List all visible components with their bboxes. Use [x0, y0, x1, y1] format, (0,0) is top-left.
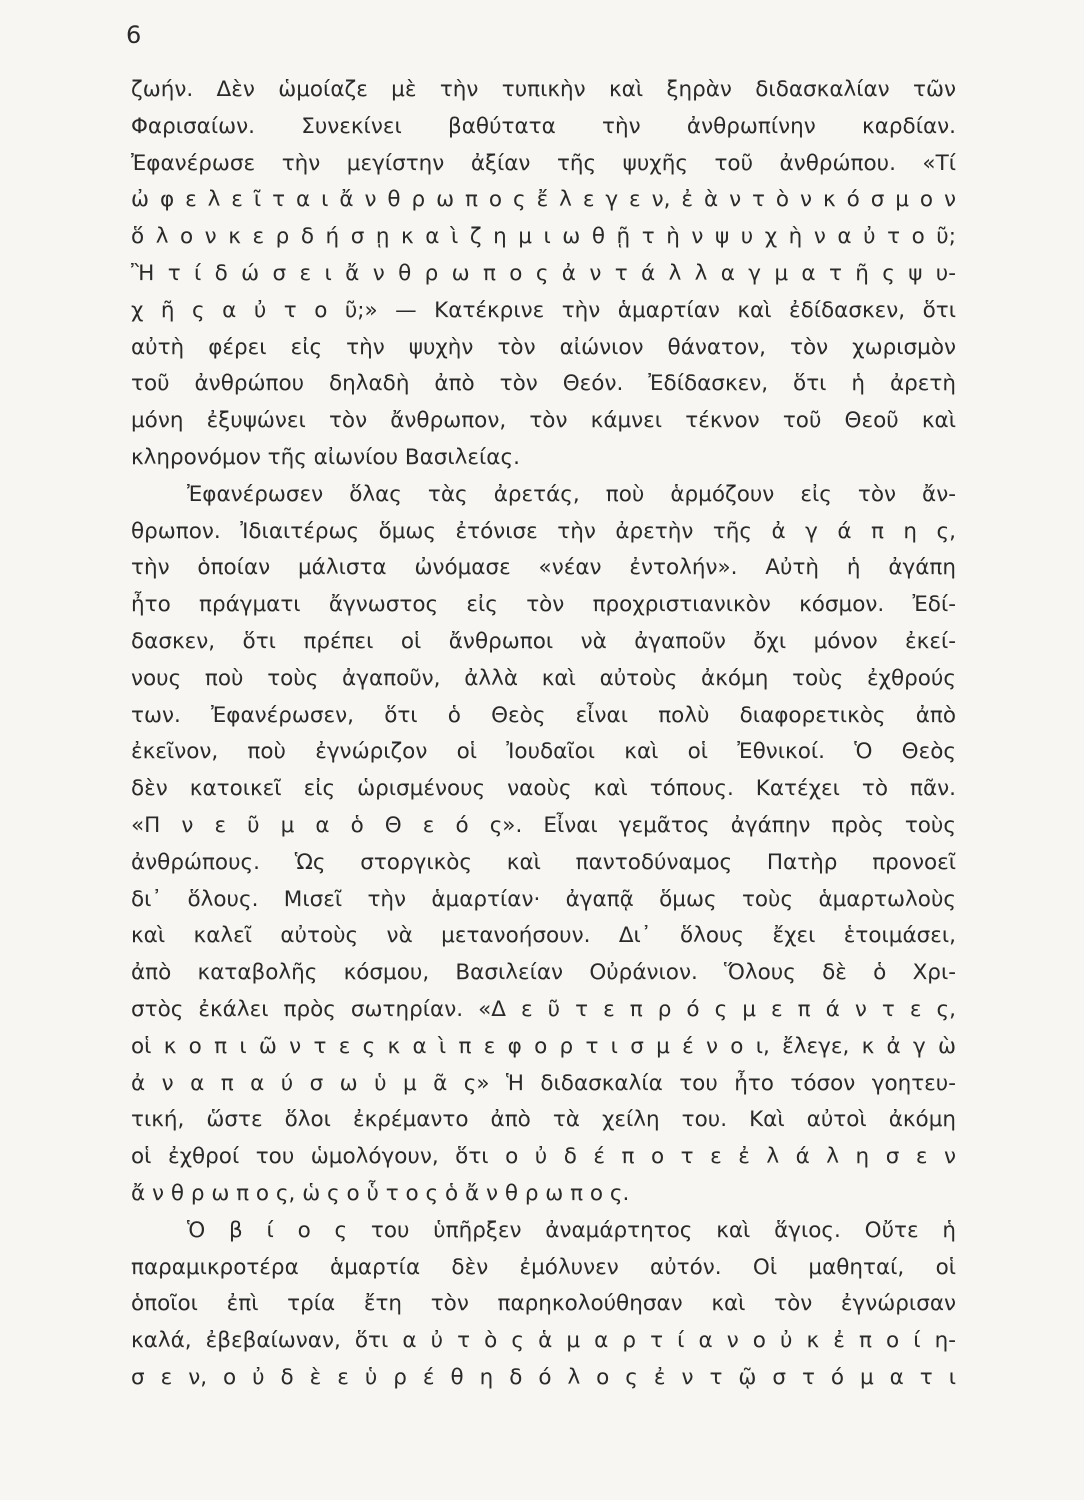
text-line: καὶ καλεῖ αὐτοὺς νὰ μετανοήσουν. Δι᾽ ὅλους ἔχει ἑτοιμάσει, [131, 923, 956, 949]
text-line: θρωπον. Ἰδιαιτέρως ὅμως ἐτόνισε τὴν ἀρετὴν τῆς ἀ γ ά π η ς, [131, 518, 956, 544]
text-line: μόνη ἐξυψώνει τὸν ἄνθρωπον, τὸν κάμνει τέκνον τοῦ Θεοῦ καὶ [131, 408, 956, 434]
text-line: ὅ λ ο ν κ ε ρ δ ή σ ῃ κ α ὶ ζ η μ ι ω θ ῇ τ ὴ ν ψ υ χ ὴ ν α ὐ τ ο ῦ; [131, 224, 956, 250]
text-line: ἐκεῖνον, ποὺ ἐγνώριζον οἱ Ἰουδαῖοι καὶ οἱ Ἐθνικοί. Ὁ Θεὸς [131, 739, 956, 765]
text-line: οἱ κ ο π ι ῶ ν τ ε ς κ α ὶ π ε φ ο ρ τ ι σ μ έ ν ο ι, ἔλεγε, κ ἀ γ ὼ [131, 1033, 956, 1059]
text-line: τοῦ ἀνθρώπου δηλαδὴ ἀπὸ τὸν Θεόν. Ἐδίδασκεν, ὅτι ἡ ἀρετὴ [131, 371, 956, 397]
text-line: τική, ὥστε ὅλοι ἐκρέμαντο ἀπὸ τὰ χείλη του. Καὶ αὐτοὶ ἀκόμη [131, 1107, 956, 1133]
text-line: στὸς ἐκάλει πρὸς σωτηρίαν. «Δ ε ῦ τ ε π ρ ό ς μ ε π ά ν τ ε ς, [131, 996, 956, 1022]
text-line: Ἐφανέρωσε τὴν μεγίστην ἀξίαν τῆς ψυχῆς τοῦ ἀνθρώπου. «Τί [131, 150, 956, 176]
text-line: ἄ ν θ ρ ω π ο ς, ὡ ς ο ὗ τ ο ς ὁ ἄ ν θ ρ ω π ο ς. [131, 1180, 630, 1206]
text-line: κληρονόμον τῆς αἰωνίου Βασιλείας. [131, 444, 520, 470]
text-line: ὠ φ ε λ ε ῖ τ α ι ἄ ν θ ρ ω π ο ς ἔ λ ε γ ε ν, ἐ ὰ ν τ ὸ ν κ ό σ μ ο ν [131, 187, 956, 213]
text-line: ἀπὸ καταβολῆς κόσμου, Βασιλείαν Οὐράνιον. Ὅλους δὲ ὁ Χρι- [131, 960, 956, 986]
text-line: δασκεν, ὅτι πρέπει οἱ ἄνθρωποι νὰ ἀγαποῦν ὄχι μόνον ἐκεί- [131, 628, 956, 654]
text-line: αὐτὴ φέρει εἰς τὴν ψυχὴν τὸν αἰώνιον θάνατον, τὸν χωρισμὸν [131, 334, 956, 360]
text-line: δὲν κατοικεῖ εἰς ὡρισμένους ναοὺς καὶ τόπους. Κατέχει τὸ πᾶν. [131, 776, 956, 802]
text-line: ἦτο πράγματι ἄγνωστος εἰς τὸν προχριστιανικὸν κόσμον. Ἐδί- [131, 592, 956, 618]
text-line: Ἐφανέρωσεν ὅλας τὰς ἀρετάς, ποὺ ἁρμόζουν εἰς τὸν ἄν- [187, 481, 956, 507]
text-line: σ ε ν, ο ὐ δ ὲ ε ὑ ρ έ θ η δ ό λ ο ς ἐ ν τ ῷ σ τ ό μ α τ ι [131, 1364, 956, 1390]
text-line: ζωήν. Δὲν ὡμοίαζε μὲ τὴν τυπικὴν καὶ ξηρὰν διδασκαλίαν τῶν [131, 77, 956, 102]
text-line: καλά, ἐβεβαίωναν, ὅτι α ὐ τ ὸ ς ἁ μ α ρ τ ί α ν ο ὐ κ ἐ π ο ί η- [131, 1328, 956, 1354]
text-line: νους ποὺ τοὺς ἀγαποῦν, ἀλλὰ καὶ αὐτοὺς ἀκόμη τοὺς ἐχθρούς [131, 665, 956, 691]
text-line: τὴν ὁποίαν μάλιστα ὠνόμασε «νέαν ἐντολήν». Αὐτὴ ἡ ἀγάπη [131, 555, 956, 581]
text-line: «Π ν ε ῦ μ α ὁ Θ ε ό ς». Εἶναι γεμᾶτος ἀγάπην πρὸς τοὺς [131, 812, 956, 838]
text-line: ἀνθρώπους. Ὡς στοργικὸς καὶ παντοδύναμος Πατὴρ προνοεῖ [131, 849, 956, 875]
text-line: Ἢ τ ί δ ώ σ ε ι ἄ ν θ ρ ω π ο ς ἀ ν τ ά λ λ α γ μ α τ ῆ ς ψ υ- [131, 260, 956, 286]
text-line: ὁποῖοι ἐπὶ τρία ἔτη τὸν παρηκολούθησαν καὶ τὸν ἐγνώρισαν [131, 1291, 956, 1317]
text-line: οἱ ἐχθροί του ὡμολόγουν, ὅτι ο ὐ δ έ π ο τ ε ἐ λ ά λ η σ ε ν [131, 1144, 956, 1170]
text-line: ἀ ν α π α ύ σ ω ὑ μ ᾶ ς» Ἡ διδασκαλία του ἦτο τόσον γοητευ- [131, 1070, 956, 1096]
text-line: Ὁ β ί ο ς του ὑπῆρξεν ἀναμάρτητος καὶ ἅγιος. Οὔτε ἡ [187, 1217, 956, 1243]
text-line: δι᾽ ὅλους. Μισεῖ τὴν ἁμαρτίαν· ἀγαπᾷ ὅμως τοὺς ἁμαρτωλοὺς [131, 886, 956, 912]
text-line: Φαρισαίων. Συνεκίνει βαθύτατα τὴν ἀνθρωπίνην καρδίαν. [131, 113, 956, 139]
text-line: παραμικροτέρα ἁμαρτία δὲν ἐμόλυνεν αὐτόν. Οἱ μαθηταί, οἱ [131, 1254, 956, 1280]
text-line: των. Ἐφανέρωσεν, ὅτι ὁ Θεὸς εἶναι πολὺ διαφορετικὸς ἀπὸ [131, 702, 956, 728]
page-number: 6 [126, 21, 142, 49]
text-body [131, 72, 956, 1397]
text-line: χ ῆ ς α ὐ τ ο ῦ;» — Κατέκρινε τὴν ἁμαρτίαν καὶ ἐδίδασκεν, ὅτι [131, 297, 956, 323]
